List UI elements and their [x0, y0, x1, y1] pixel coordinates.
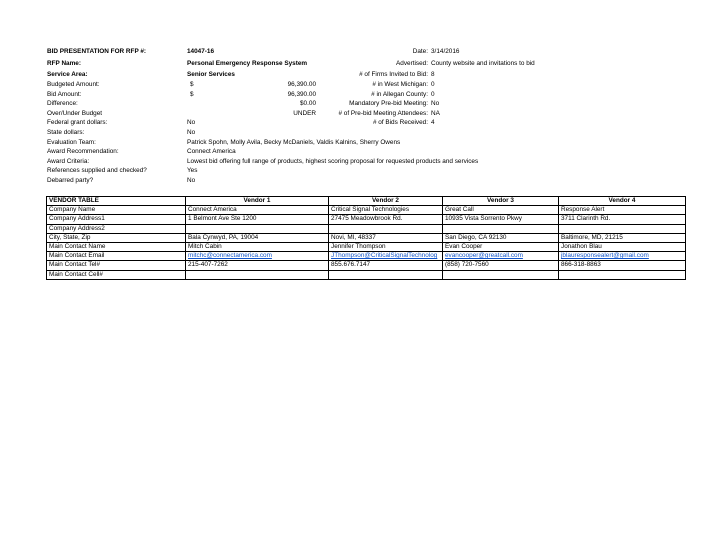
table-cell: Great Call: [443, 206, 559, 215]
table-cell: [559, 252, 686, 261]
vendor-4-email-link[interactable]: jblauresponsealert@gmail.com: [561, 252, 649, 260]
table-cell: [186, 224, 329, 233]
table-cell: 1 Belmont Ave Ste 1200: [186, 215, 329, 224]
row-label: Main Contact Tel#: [47, 261, 186, 270]
table-cell: [559, 224, 686, 233]
row-label: Company Address1: [47, 215, 186, 224]
difference-label: Difference:: [47, 100, 78, 107]
vendor-3-email-link[interactable]: evancooper@greatcall.com: [445, 252, 523, 260]
vendor-1-header: Vendor 1: [186, 197, 329, 206]
vendor-table-title: VENDOR TABLE: [47, 197, 186, 206]
table-cell: 866-318-8863: [559, 261, 686, 270]
table-cell: Novi, MI, 48337: [329, 233, 443, 242]
table-cell: [186, 252, 329, 261]
service-area-label: Service Area:: [47, 71, 88, 78]
prebid-meeting-value: No: [431, 100, 440, 107]
table-cell: 215-407-7262: [186, 261, 329, 270]
debarred-value: No: [187, 177, 196, 184]
bids-received-label: # of Bids Received:: [372, 119, 428, 126]
award-recommendation-value: Connect America: [187, 148, 236, 155]
table-row: [47, 206, 686, 215]
references-value: Yes: [187, 167, 198, 174]
vendor-table: [46, 196, 686, 280]
table-cell: Jennifer Thompson: [329, 242, 443, 251]
vendor-4-header: Vendor 4: [559, 197, 686, 206]
table-row: [47, 261, 686, 270]
award-recommendation-label: Award Recommendation:: [47, 148, 119, 155]
table-cell: [559, 270, 686, 279]
vendor-3-header: Vendor 3: [443, 197, 559, 206]
evaluation-team-value: Patrick Spohn, Molly Avila, Becky McDaniels, Valdis Kalnins, Sherry Owens: [187, 139, 401, 146]
bid-currency: $: [190, 91, 194, 98]
table-cell: [329, 270, 443, 279]
vendor-1-email-link[interactable]: mitchc@connectamerica.com: [188, 252, 272, 260]
state-dollars-label: State dollars:: [47, 129, 85, 136]
table-row: [47, 224, 686, 233]
table-row: [47, 252, 686, 261]
references-label: References supplied and checked?: [47, 167, 147, 174]
table-cell: Connect America: [186, 206, 329, 215]
rfp-name-value: Personal Emergency Response System: [187, 60, 308, 67]
row-label: Main Contact Email: [47, 252, 186, 261]
service-area-value: Senior Services: [187, 71, 235, 78]
budgeted-amount-label: Budgeted Amount:: [47, 81, 100, 88]
table-cell: Bala Cynwyd, PA, 19004: [186, 233, 329, 242]
prebid-attendees-label: # of Pre-bid Meeting Attendees:: [338, 110, 428, 117]
rfp-number-label: BID PRESENTATION FOR RFP #:: [47, 48, 147, 55]
advertised-label: Advertised:: [396, 60, 428, 67]
table-row: [47, 215, 686, 224]
table-cell: Jonathon Blau: [559, 242, 686, 251]
bid-amount-value: 96,390.00: [287, 91, 316, 98]
table-cell: [329, 224, 443, 233]
evaluation-team-label: Evaluation Team:: [47, 139, 96, 146]
rfp-number-value: 14047-16: [187, 48, 215, 55]
table-cell: Critical Signal Technologies: [329, 206, 443, 215]
date-value: 3/14/2016: [431, 48, 460, 55]
federal-grant-value: No: [187, 119, 196, 126]
table-cell: [443, 252, 559, 261]
table-cell: 27475 Meadowbrook Rd.: [329, 215, 443, 224]
award-criteria-value: Lowest bid offering full range of products, highest scoring proposal for requested products and services: [187, 158, 479, 165]
advertised-value: County website and invitations to bid: [431, 60, 535, 67]
bids-received-value: 4: [431, 119, 435, 126]
over-under-value: UNDER: [293, 110, 316, 117]
row-label: Main Contact Cell#: [47, 270, 186, 279]
table-cell: 3711 Clarinth Rd.: [559, 215, 686, 224]
table-cell: Baltimore, MD, 21215: [559, 233, 686, 242]
west-michigan-value: 0: [431, 81, 435, 88]
vendor-2-header: Vendor 2: [329, 197, 443, 206]
table-cell: (858) 720-7560: [443, 261, 559, 270]
allegan-county-label: # in Allegan County:: [371, 91, 428, 98]
vendor-2-email-link[interactable]: JThompson@CriticalSignalTechnolog: [331, 252, 438, 260]
vendor-table-header-row: [47, 197, 686, 206]
table-cell: San Diego, CA 92130: [443, 233, 559, 242]
table-cell: 855.676.7147: [329, 261, 443, 270]
firms-invited-label: # of Firms Invited to Bid:: [359, 71, 428, 78]
date-label: Date:: [412, 48, 428, 55]
firms-invited-value: 8: [431, 71, 435, 78]
row-label: City, State, Zip: [47, 233, 186, 242]
difference-value: $0.00: [300, 100, 316, 107]
table-row: [47, 233, 686, 242]
federal-grant-label: Federal grant dollars:: [47, 119, 108, 126]
table-cell: [443, 224, 559, 233]
award-criteria-label: Award Criteria:: [47, 158, 90, 165]
table-cell: [443, 270, 559, 279]
allegan-county-value: 0: [431, 91, 435, 98]
table-cell: Evan Cooper: [443, 242, 559, 251]
prebid-attendees-value: NA: [431, 110, 440, 117]
prebid-meeting-label: Mandatory Pre-bid Meeting:: [349, 100, 428, 107]
state-dollars-value: No: [187, 129, 196, 136]
table-cell: 10935 Vista Sorrento Pkwy: [443, 215, 559, 224]
budgeted-amount-value: 96,390.00: [287, 81, 316, 88]
row-label: Company Name: [47, 206, 186, 215]
table-row: [47, 270, 686, 279]
bid-amount-label: Bid Amount:: [47, 91, 82, 98]
over-under-label: Over/Under Budget: [47, 110, 103, 117]
budgeted-currency: $: [190, 81, 194, 88]
table-cell: Response Alert: [559, 206, 686, 215]
table-cell: [186, 270, 329, 279]
table-cell: Mitch Cabin: [186, 242, 329, 251]
table-cell: [329, 252, 443, 261]
rfp-name-label: RFP Name:: [47, 60, 81, 67]
west-michigan-label: # in West Michigan:: [372, 81, 428, 88]
row-label: Main Contact Name: [47, 242, 186, 251]
debarred-label: Debarred party?: [47, 177, 94, 184]
row-label: Company Address2: [47, 224, 186, 233]
table-row: [47, 242, 686, 251]
